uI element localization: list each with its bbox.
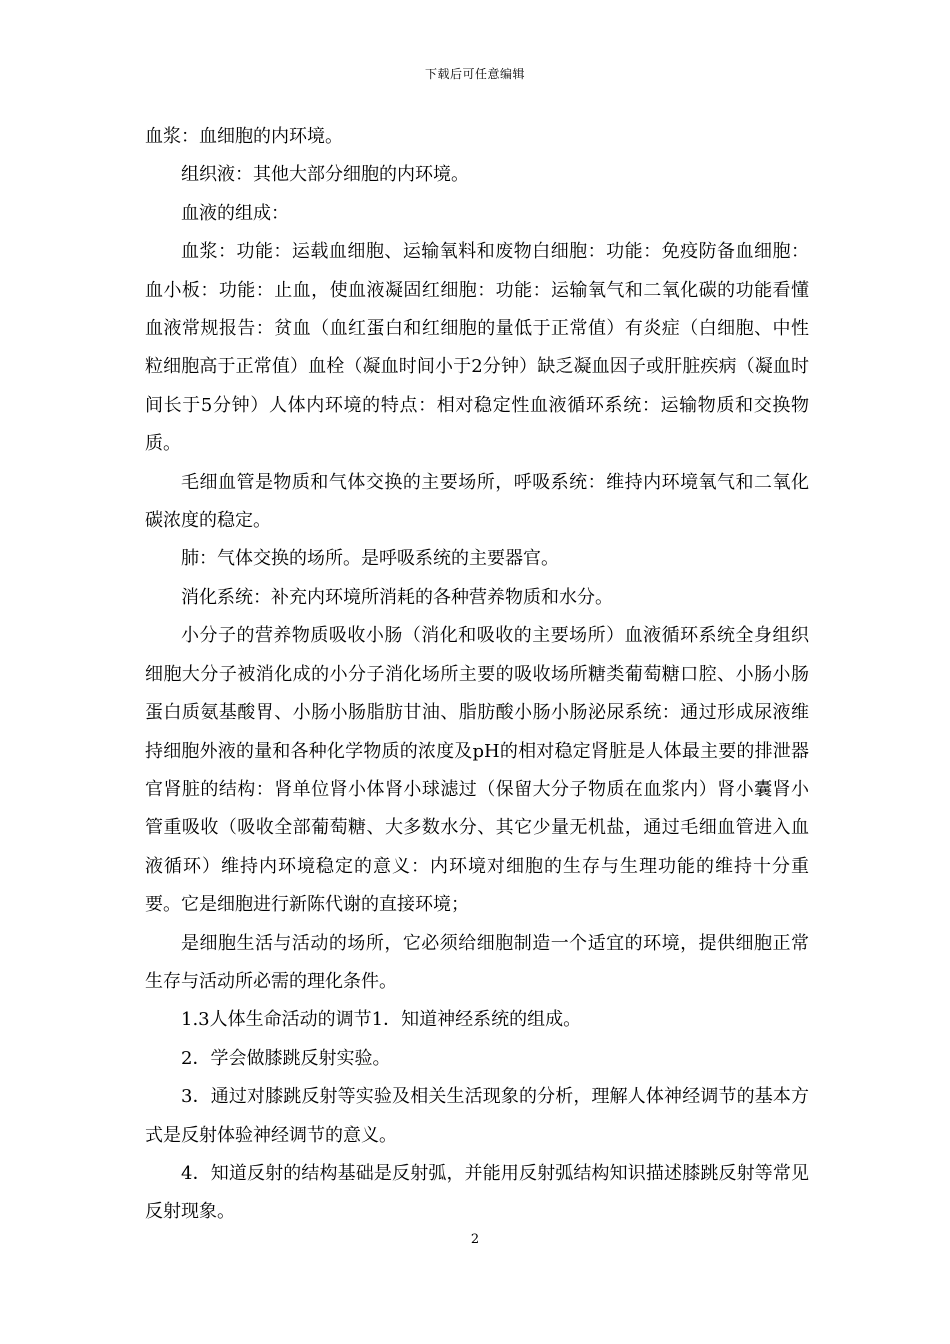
paragraph: 血浆：功能：运载血细胞、运输氧料和废物白细胞：功能：免疫防备血细胞：血小板：功能：止血，使血液凝固红细胞：功能：运输氧气和二氧化碳的功能看懂血液常规报告：贫血（血红蛋白和红细胞的量低于正常值）有炎症（白细胞、中性粒细胞高于正常值）血栓（凝血时间小于2分钟）缺乏凝血因子或肝脏疾病（凝血时间长于5分钟）人体内环境的特点：相对稳定性血液循环系统：运输物质和交换物质。 [145, 241, 809, 455]
paragraph: 肺：气体交换的场所。是呼吸系统的主要器官。 [181, 548, 559, 570]
paragraph: 消化系统：补充内环境所消耗的各种营养物质和水分。 [181, 586, 613, 608]
paragraph: 1.3人体生命活动的调节1．知道神经系统的组成。 [181, 1009, 582, 1031]
paragraph: 3．通过对膝跳反射等实验及相关生活现象的分析，理解人体神经调节的基本方式是反射体验神经调节的意义。 [145, 1086, 809, 1146]
paragraph: 是细胞生活与活动的场所，它必须给细胞制造一个适宜的环境，提供细胞正常生存与活动所必需的理化条件。 [145, 932, 809, 992]
paragraph: 组织液：其他大部分细胞的内环境。 [181, 164, 469, 186]
paragraph: 毛细血管是物质和气体交换的主要场所，呼吸系统：维持内环境氧气和二氧化碳浓度的稳定。 [145, 471, 809, 532]
paragraph: 4．知道反射的结构基础是反射弧，并能用反射弧结构知识描述膝跳反射等常见反射现象。 [145, 1162, 809, 1223]
document-body [145, 118, 809, 1232]
paragraph: 血液的组成： [181, 202, 289, 224]
page-number: 2 [470, 1232, 480, 1247]
paragraph: 血浆：血细胞的内环境。 [145, 126, 343, 147]
page-header: 下载后可任意编辑 [424, 67, 525, 81]
paragraph: 小分子的营养物质吸收小肠（消化和吸收的主要场所）血液循环系统全身组织细胞大分子被消化成的小分子消化场所主要的吸收场所糖类葡萄糖口腔、小肠小肠蛋白质氨基酸胃、小肠小肠脂肪甘油、脂肪酸小肠小肠泌尿系统：通过形成尿液维持细胞外液的量和各种化学物质的浓度及pH的相对稳定肾脏是人体最主要的排泄器官肾脏的结构：肾单位肾小体肾小球滤过（保留大分子物质在血浆内）肾小囊肾小管重吸收（吸收全部葡萄糖、大多数水分、其它少量无机盐，通过毛细血管进入血液循环）维持内环境稳定的意义：内环境对细胞的生存与生理功能的维持十分重要。它是细胞进行新陈代谢的直接环境； [145, 625, 809, 916]
paragraph: 2．学会做膝跳反射实验。 [181, 1047, 391, 1069]
